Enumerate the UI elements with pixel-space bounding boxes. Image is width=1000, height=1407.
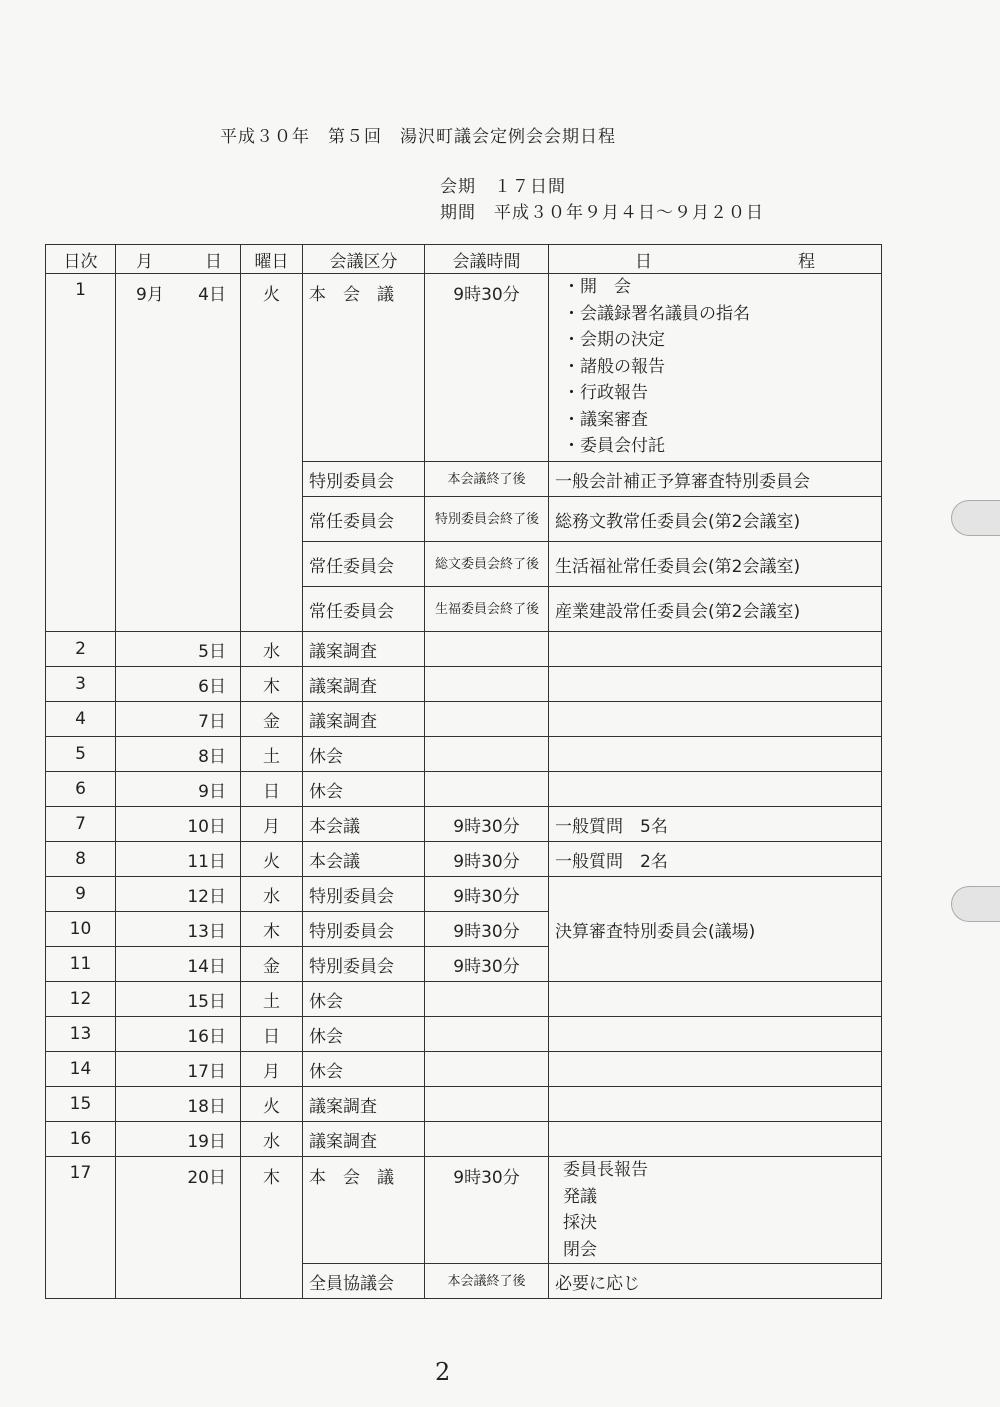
cell-type: 休会 — [303, 772, 425, 807]
session-term — [440, 172, 566, 197]
cell-day-of-month: 6日 — [198, 676, 226, 697]
cell-date — [116, 702, 241, 737]
cell-schedule: 一般質問 2名 — [549, 842, 882, 877]
cell-date — [116, 1052, 241, 1087]
list-item: 閉会 — [563, 1239, 597, 1260]
cell-type: 常任委員会 — [303, 497, 425, 542]
cell-time: 特別委員会終了後 — [425, 497, 549, 542]
cell-type: 特別委員会 — [303, 462, 425, 497]
cell-schedule — [549, 1122, 882, 1157]
cell-schedule — [549, 772, 882, 807]
cell-type: 常任委員会 — [303, 587, 425, 632]
header-schedule — [549, 245, 882, 274]
cell-day-of-month: 15日 — [187, 991, 226, 1012]
header-schedule-1: 日 — [635, 251, 652, 272]
cell-date — [116, 772, 241, 807]
cell-day: 5 — [46, 737, 116, 772]
cell-time: 生福委員会終了後 — [425, 587, 549, 632]
header-time: 会議時間 — [425, 245, 549, 274]
cell-schedule — [549, 1052, 882, 1087]
cell-dow: 火 — [241, 274, 303, 632]
table-row — [46, 877, 882, 912]
cell-type: 議案調査 — [303, 1122, 425, 1157]
list-item: 発議 — [563, 1186, 597, 1207]
cell-date — [116, 632, 241, 667]
table-row — [46, 274, 882, 462]
cell-time: 9時30分 — [425, 842, 549, 877]
cell-date — [116, 877, 241, 912]
cell-dow: 土 — [241, 737, 303, 772]
cell-day: 11 — [46, 947, 116, 982]
cell-date — [116, 1017, 241, 1052]
header-dow: 曜日 — [241, 245, 303, 274]
cell-day-of-month: 19日 — [187, 1131, 226, 1152]
cell-day-of-month: 14日 — [187, 956, 226, 977]
cell-time: 本会議終了後 — [425, 462, 549, 497]
cell-type: 休会 — [303, 737, 425, 772]
cell-time: 9時30分 — [425, 1157, 549, 1264]
cell-date — [116, 1122, 241, 1157]
cell-day: 3 — [46, 667, 116, 702]
table-row — [46, 1157, 882, 1264]
cell-day: 14 — [46, 1052, 116, 1087]
cell-date — [116, 667, 241, 702]
cell-day: 12 — [46, 982, 116, 1017]
period-label: 期間 — [440, 203, 476, 223]
cell-type: 常任委員会 — [303, 542, 425, 587]
cell-day-of-month: 16日 — [187, 1026, 226, 1047]
cell-date — [116, 842, 241, 877]
cell-day: 1 — [46, 274, 116, 632]
cell-day-of-month: 7日 — [198, 711, 226, 732]
cell-type: 議案調査 — [303, 632, 425, 667]
cell-date — [116, 947, 241, 982]
schedule-items — [555, 274, 875, 460]
table-row — [46, 667, 882, 702]
table-row — [46, 1017, 882, 1052]
cell-date — [116, 807, 241, 842]
header-date: 日 — [205, 251, 222, 272]
cell-dow: 木 — [241, 912, 303, 947]
cell-month: 9月 — [136, 285, 164, 305]
cell-type: 休会 — [303, 1052, 425, 1087]
list-item: ・開 会 — [563, 277, 631, 297]
cell-schedule — [549, 632, 882, 667]
punch-hole — [951, 500, 1000, 536]
cell-type: 議案調査 — [303, 667, 425, 702]
cell-time: 9時30分 — [425, 274, 549, 462]
cell-dow: 火 — [241, 1087, 303, 1122]
cell-type: 議案調査 — [303, 702, 425, 737]
cell-schedule: 必要に応じ — [549, 1264, 882, 1299]
table-row — [46, 982, 882, 1017]
cell-dow: 金 — [241, 947, 303, 982]
cell-day-of-month: 17日 — [187, 1061, 226, 1082]
cell-time — [425, 1122, 549, 1157]
cell-day: 8 — [46, 842, 116, 877]
cell-type: 本 会 議 — [303, 274, 425, 462]
cell-day-of-month: 5日 — [198, 641, 226, 662]
cell-type: 本会議 — [303, 807, 425, 842]
list-item: ・行政報告 — [563, 383, 648, 403]
header-schedule-2: 程 — [798, 251, 815, 272]
schedule-items — [555, 1157, 875, 1263]
cell-day-of-month: 8日 — [198, 746, 226, 767]
cell-schedule: 生活福祉常任委員会(第2会議室) — [549, 542, 882, 587]
cell-time — [425, 632, 549, 667]
cell-time — [425, 702, 549, 737]
cell-dow: 土 — [241, 982, 303, 1017]
cell-date — [116, 1087, 241, 1122]
header-month-date — [116, 245, 241, 274]
cell-day-of-month: 20日 — [187, 1168, 226, 1188]
cell-schedule — [549, 737, 882, 772]
cell-day: 4 — [46, 702, 116, 737]
cell-schedule: 総務文教常任委員会(第2会議室) — [549, 497, 882, 542]
cell-time: 本会議終了後 — [425, 1264, 549, 1299]
cell-type: 休会 — [303, 982, 425, 1017]
cell-dow: 水 — [241, 877, 303, 912]
cell-day-of-month: 12日 — [187, 886, 226, 907]
cell-type: 全員協議会 — [303, 1264, 425, 1299]
cell-day: 15 — [46, 1087, 116, 1122]
cell-dow: 月 — [241, 1052, 303, 1087]
page-number: 2 — [435, 1358, 451, 1386]
list-item: 委員長報告 — [563, 1160, 648, 1180]
header-day: 日次 — [46, 245, 116, 274]
table-row — [46, 842, 882, 877]
cell-type: 本会議 — [303, 842, 425, 877]
cell-schedule — [549, 1087, 882, 1122]
table-row — [46, 702, 882, 737]
cell-schedule: 一般質問 5名 — [549, 807, 882, 842]
cell-day-of-month: 4日 — [198, 285, 226, 305]
cell-dow: 日 — [241, 1017, 303, 1052]
cell-dow: 木 — [241, 1157, 303, 1299]
cell-day: 16 — [46, 1122, 116, 1157]
cell-schedule — [549, 1157, 882, 1264]
cell-dow: 火 — [241, 842, 303, 877]
table-row — [46, 807, 882, 842]
cell-type: 特別委員会 — [303, 947, 425, 982]
table-row — [46, 737, 882, 772]
list-item: 採決 — [563, 1213, 597, 1233]
cell-day-of-month: 18日 — [187, 1096, 226, 1117]
cell-date — [116, 274, 241, 632]
cell-time: 9時30分 — [425, 947, 549, 982]
cell-schedule: 産業建設常任委員会(第2会議室) — [549, 587, 882, 632]
cell-time — [425, 737, 549, 772]
cell-time: 9時30分 — [425, 877, 549, 912]
cell-date — [116, 737, 241, 772]
cell-schedule — [549, 667, 882, 702]
cell-dow: 金 — [241, 702, 303, 737]
cell-day: 13 — [46, 1017, 116, 1052]
cell-dow: 木 — [241, 667, 303, 702]
cell-date — [116, 982, 241, 1017]
cell-schedule — [549, 702, 882, 737]
table-row — [46, 1122, 882, 1157]
punch-hole — [951, 886, 1000, 922]
cell-dow: 水 — [241, 632, 303, 667]
term-label: 会期 — [440, 177, 476, 197]
cell-date — [116, 912, 241, 947]
list-item: ・会議録署名議員の指名 — [563, 303, 750, 324]
cell-time — [425, 1017, 549, 1052]
cell-time — [425, 1052, 549, 1087]
cell-time — [425, 982, 549, 1017]
table-row — [46, 1087, 882, 1122]
cell-day-of-month: 13日 — [187, 921, 226, 942]
document-title: 平成３０年 第５回 湯沢町議会定例会会期日程 — [220, 127, 616, 147]
table-row — [46, 632, 882, 667]
cell-type: 特別委員会 — [303, 877, 425, 912]
cell-day-of-month: 9日 — [198, 781, 226, 802]
cell-day: 10 — [46, 912, 116, 947]
cell-type: 本 会 議 — [303, 1157, 425, 1264]
header-month: 月 — [136, 251, 153, 272]
cell-time — [425, 1087, 549, 1122]
schedule-table — [45, 244, 882, 1299]
cell-day: 9 — [46, 877, 116, 912]
list-item: ・委員会付託 — [563, 436, 665, 456]
period-value: 平成３０年９月４日～９月２０日 — [494, 203, 764, 223]
cell-schedule: 一般会計補正予算審査特別委員会 — [549, 462, 882, 497]
cell-day: 7 — [46, 807, 116, 842]
cell-schedule-merged: 決算審査特別委員会(議場) — [549, 877, 882, 982]
cell-type: 議案調査 — [303, 1087, 425, 1122]
cell-day: 2 — [46, 632, 116, 667]
list-item: ・議案審査 — [563, 409, 648, 430]
cell-day: 6 — [46, 772, 116, 807]
cell-dow: 月 — [241, 807, 303, 842]
cell-schedule — [549, 274, 882, 462]
session-period — [440, 198, 764, 223]
cell-type: 休会 — [303, 1017, 425, 1052]
cell-time — [425, 667, 549, 702]
cell-day: 17 — [46, 1157, 116, 1299]
cell-day-of-month: 11日 — [187, 851, 226, 872]
cell-schedule — [549, 982, 882, 1017]
list-item: ・会期の決定 — [563, 330, 665, 350]
cell-time: 9時30分 — [425, 807, 549, 842]
cell-time: 総文委員会終了後 — [425, 542, 549, 587]
cell-type: 特別委員会 — [303, 912, 425, 947]
cell-time — [425, 772, 549, 807]
table-row — [46, 1052, 882, 1087]
cell-time: 9時30分 — [425, 912, 549, 947]
cell-schedule — [549, 1017, 882, 1052]
list-item: ・諸般の報告 — [563, 356, 665, 377]
cell-dow: 日 — [241, 772, 303, 807]
cell-date — [116, 1157, 241, 1299]
cell-day-of-month: 10日 — [187, 816, 226, 837]
table-row — [46, 772, 882, 807]
header-type: 会議区分 — [303, 245, 425, 274]
table-header-row — [46, 245, 882, 274]
cell-dow: 水 — [241, 1122, 303, 1157]
term-value: １７日間 — [494, 177, 566, 197]
